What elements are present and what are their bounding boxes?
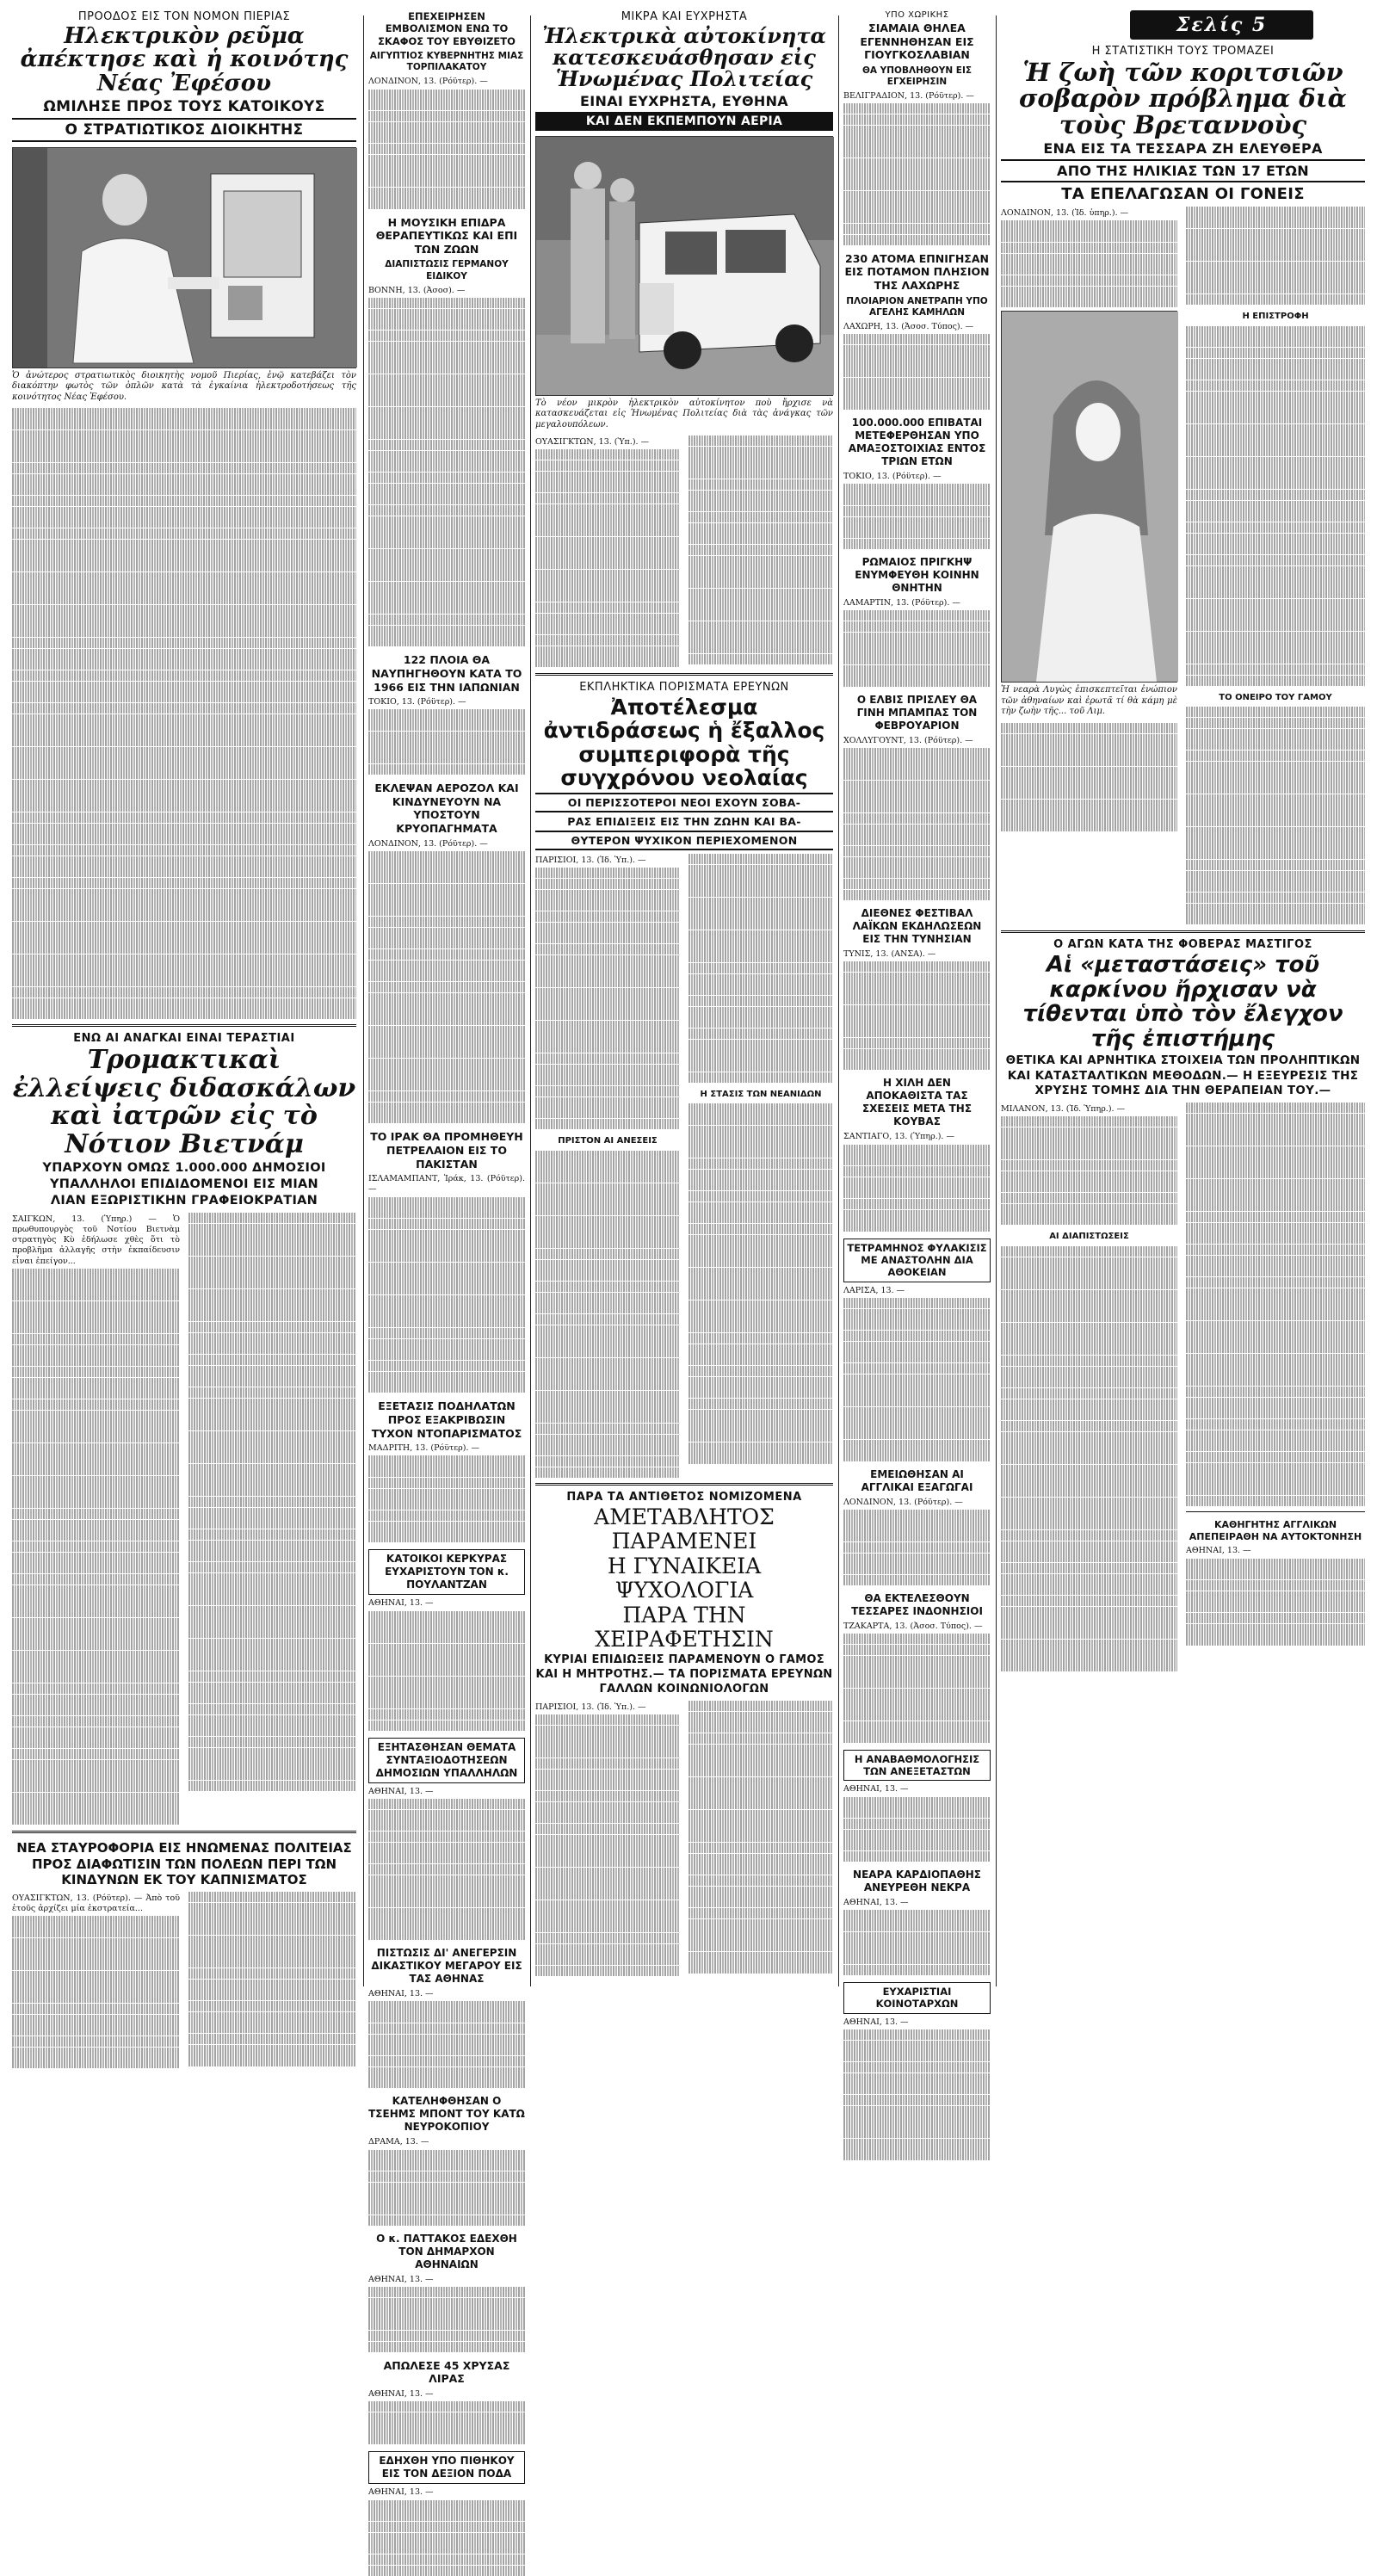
story-subheadline: ΟΙ ΠΕΡΙΣΣΟΤΕΡΟΙ ΝΕΟΙ ΕΧΟΥΝ ΣΟΒΑ-: [535, 793, 833, 812]
dateline: ΑΘΗΝΑΙ, 13. —: [368, 2388, 434, 2399]
article-body: [12, 408, 356, 1019]
article-column: [535, 436, 680, 668]
dateline: ΒΕΛΙΓΡΑΔΙΟΝ, 13. (Ρόϋτερ). —: [843, 91, 974, 102]
section-subhead: ΠΡΙΣΤΟΝ ΑΙ ΑΝΕΣΕΙΣ: [558, 1136, 658, 1146]
article-body: [535, 449, 680, 667]
story-headline: ΑΠΩΛΕΣΕ 45 ΧΡΥΣΑΣ ΛΙΡΑΣ: [383, 2358, 510, 2386]
story-headline: Η ΧΙΛΗ ΔΕΝ ΑΠΟΚΑΘΙΣΤΑ ΤΑΣ ΣΧΕΣΕΙΣ ΜΕΤΑ ΤΗΣ ΚΟΥΒΑΣ: [861, 1077, 973, 1128]
story-headline: ΕΠΕΧΕΙΡΗΣΕΝ ΕΜΒΟΛΙΣΜΟΝ ΕΝΩ ΤΟ ΣΚΑΦΟΣ ΤΟΥ ΕΒΥΘΙΖΕΤΟ: [378, 10, 516, 47]
article-body: [368, 1799, 525, 1940]
article-body: [1001, 723, 1177, 831]
car-photo-illustration: [536, 137, 834, 395]
story-kicker: ΜΙΚΡΑ ΚΑΙ ΕΥΧΡΗΣΤΑ: [621, 10, 748, 23]
dateline: ΑΘΗΝΑΙ, 13. —: [843, 1898, 909, 1908]
dateline: ΜΙΛΑΝΟΝ, 13. (Ἰδ. Ὑπηρ.). —: [1001, 1103, 1126, 1114]
story-headline: ΕΞΗΤΑΣΘΗΣΑΝ ΘΕΜΑΤΑ ΣΥΝΤΑΞΙΟΔΟΤΗΣΕΩΝ ΔΗΜΟΣΙΩΝ ΥΠΑΛΛΗΛΩΝ: [368, 1738, 525, 1783]
section-divider: [535, 1483, 833, 1486]
article-body: [843, 2029, 991, 2160]
article-body: [1186, 1559, 1365, 1646]
article-body: [12, 1916, 180, 2068]
story-kicker: ΥΠΟ ΧΩΡΙΚΗΣ: [885, 10, 949, 20]
newspaper-page: [12, 5, 1365, 2498]
section-subhead: ΑΙ ΔΙΑΠΙΣΤΩΣΕΙΣ: [1049, 1232, 1129, 1242]
story-subheadline: ΘΥΤΕΡΟΝ ΨΥΧΙΚΟΝ ΠΕΡΙΕΧΟΜΕΝΟΝ: [535, 831, 833, 850]
article-body: [368, 2287, 525, 2352]
story-headline: ΔΙΕΘΝΕΣ ΦΕΣΤΙΒΑΛ ΛΑΪΚΩΝ ΕΚΔΗΛΩΣΕΩΝ ΕΙΣ ΤΗΝ ΤΥΝΗΣΙΑΝ: [852, 906, 982, 945]
article-body: [1001, 1246, 1177, 1671]
dateline: ΑΘΗΝΑΙ, 13. —: [368, 1786, 434, 1796]
woman-photo-illustration: [1002, 312, 1178, 682]
story-headline: Ο κ. ΠΑΤΤΑΚΟΣ ΕΔΕΧΘΗ ΤΟΝ ΔΗΜΑΡΧΟΝ ΑΘΗΝΑΙΩΝ: [376, 2232, 517, 2270]
dateline: ΑΘΗΝΑΙ, 13. —: [843, 1784, 909, 1795]
story-headline: ΕΚΛΕΨΑΝ ΑΕΡΟΖΟΛ ΚΑΙ ΚΙΝΔΥΝΕΥΟΥΝ ΝΑ ΥΠΟΣΤΟΥΝ ΚΡΥΟΠΑΓΗΜΑΤΑ: [374, 781, 519, 835]
article-column: [1186, 1103, 1365, 1672]
story-kicker: ΕΝΩ ΑΙ ΑΝΑΓΚΑΙ ΕΙΝΑΙ ΤΕΡΑΣΤΙΑΙ: [73, 1032, 295, 1046]
article-body: [368, 1455, 525, 1542]
article-body: [1186, 707, 1365, 924]
story-headline: ΕΞΕΤΑΣΙΣ ΠΟΔΗΛΑΤΩΝ ΠΡΟΣ ΕΞΑΚΡΙΒΩΣΙΝ ΤΥΧΟΝ ΝΤΟΠΑΡΙΣΜΑΤΟΣ: [371, 1399, 522, 1440]
article-body: [843, 1510, 991, 1585]
story-headline: ΠΙΣΤΩΣΙΣ ΔΙ' ΑΝΕΓΕΡΣΙΝ ΔΙΚΑΣΤΙΚΟΥ ΜΕΓΑΡΟΥ ΕΙΣ ΤΑΣ ΑΘΗΝΑΣ: [371, 1947, 522, 1986]
story-subheadline: ΕΙΝΑΙ ΕΥΧΡΗΣΤΑ, ΕΥΘΗΝΑ: [580, 92, 788, 109]
story-headline: ΤΕΤΡΑΜΗΝΟΣ ΦΥΛΑΚΙΣΙΣ ΜΕ ΑΝΑΣΤΟΛΗΝ ΔΙΑ ΑΘΟΚΕΙΑΝ: [843, 1239, 991, 1282]
story-headline: ΕΜΕΙΩΘΗΣΑΝ ΑΙ ΑΓΓΛΙΚΑΙ ΕΞΑΓΩΓΑΙ: [861, 1467, 973, 1493]
story-headline: Η ΜΟΥΣΙΚΗ ΕΠΙΔΡΑ ΘΕΡΑΠΕΥΤΙΚΩΣ ΚΑΙ ΕΠΙ ΤΩΝ ΖΩΩΝ: [375, 215, 518, 256]
article-body: [843, 103, 991, 244]
story-headline: Τρομακτικαὶ ἐλλείψεις διδασκάλων καὶ ἰατρῶν εἰς τὸ Νότιον Βιετνάμ: [12, 1045, 356, 1159]
dateline: ΑΘΗΝΑΙ, 13. —: [368, 1598, 434, 1609]
section-divider: [535, 673, 833, 676]
column-1: [12, 5, 356, 1995]
story-headline: Η ΑΝΑΒΑΘΜΟΛΟΓΗΣΙΣ ΤΩΝ ΑΝΕΞΕΤΑΣΤΩΝ: [843, 1750, 991, 1782]
photo-illustration: [13, 148, 357, 368]
section-divider: [1001, 930, 1365, 933]
article-columns: [535, 1701, 833, 1977]
section-divider: [1186, 1511, 1365, 1512]
story-subheadline: ΑΙΓΥΠΤΙΟΣ ΚΥΒΕΡΝΗΤΗΣ ΜΙΑΣ ΤΟΡΠΙΛΑΚΑΤΟΥ: [369, 51, 524, 73]
story-headline: 230 ΑΤΟΜΑ ΕΠΝΙΓΗΣΑΝ ΕΙΣ ΠΟΤΑΜΟΝ ΠΛΗΣΙΟΝ ΤΗΣ ΛΑΧΩΡΗΣ: [844, 251, 990, 292]
section-divider: [12, 1024, 356, 1027]
article-body: [188, 1892, 356, 2066]
story-kicker: ΠΡΟΟΔΟΣ ΕΙΣ ΤΟΝ ΝΟΜΟΝ ΠΙΕΡΙΑΣ: [77, 10, 291, 23]
column-rule: [530, 15, 531, 1986]
article-body: [368, 2500, 525, 2576]
story-headline: Ἡ ζωὴ τῶν κοριτσιῶν σοβαρὸν πρόβλημα διὰ τοὺς Βρεταννοὺς: [1018, 58, 1347, 139]
story-kicker: ΠΑΡΑ ΤΑ ΑΝΤΙΘΕΤΟΣ ΝΟΜΙΖΟΜΕΝΑ: [566, 1491, 802, 1504]
story-headline: ΠΑΡΑ ΤΗΝ ΧΕΙΡΑΦΕΤΗΣΙΝ: [595, 1603, 774, 1652]
photo-caption: Ὁ ἀνώτερος στρατιωτικὸς διοικητὴς νομοῦ Πιερίας, ἐνῷ κατεβάζει τὸν διακόπτην φωτὸς τῶν ὁπλῶν κατὰ τὰ ἐγκαίνια ἠλεκτροδοτήσεως τῆς κοινότητος Νέας Ἐφέσου.: [12, 370, 356, 402]
story-kicker: Ο ΑΓΩΝ ΚΑΤΑ ΤΗΣ ΦΟΒΕΡΑΣ ΜΑΣΤΙΓΟΣ: [1053, 937, 1312, 951]
article-body: [843, 334, 991, 410]
story-subheadline: ΚΥΡΙΑΙ ΕΠΙΔΙΩΞΕΙΣ ΠΑΡΑΜΕΝΟΥΝ Ο ΓΑΜΟΣ ΚΑΙ Η ΜΗΤΡΟΤΗΣ.— ΤΑ ΠΟΡΙΣΜΑΤΑ ΕΡΕΥΝΩΝ ΓΑΛΛΩΝ ΚΟΙΝΩΝΙΟΛΟΓΩΝ: [535, 1653, 833, 1696]
article-body: [535, 1714, 680, 1976]
dateline: ΣΑΙΓΚΩΝ, 13. (Ὑπηρ.) — Ὁ πρωθυπουργὸς τοῦ Νοτίου Βιετνὰμ στρατηγὸς Κὺ ἐδήλωσε χθὲς ὅτι τὸ προβλῆμα ἀλλαγῆς στὴν ἐκπαίδευσιν εἶναι ἐπείγον...: [12, 1214, 180, 1266]
story-headline: ΕΥΧΑΡΙΣΤΙΑΙ ΚΟΙΝΟΤΑΡΧΩΝ: [843, 1982, 991, 2014]
photo-caption: Τὸ νέον μικρὸν ἠλεκτρικὸν αὐτοκίνητον ποὺ ἤρχισε νὰ κατασκευάζεται εἰς Ἡνωμένας Πολιτείας διὰ τὰς ἀνάγκας τῶν μεγαλουπόλεων.: [535, 398, 833, 429]
article-body: [188, 1213, 356, 1791]
story-headline: ΝΕΑ ΣΤΑΥΡΟΦΟΡΙΑ ΕΙΣ ΗΝΩΜΕΝΑΣ ΠΟΛΙΤΕΙΑΣ ΠΡΟΣ ΔΙΑΦΩΤΙΣΙΝ ΤΩΝ ΠΟΛΕΩΝ ΠΕΡΙ ΤΩΝ ΚΙΝΔΥΝΩΝ ΕΚ ΤΟΥ ΚΑΠΝΙΣΜΑΤΟΣ: [16, 1839, 352, 1888]
article-body: [12, 1269, 180, 1825]
dateline: ΠΑΡΙΣΙΟΙ, 13. (Ἰδ. Ὑπ.). —: [535, 1702, 646, 1712]
section-subhead: ΤΟ ΟΝΕΙΡΟ ΤΟΥ ΓΑΜΟΥ: [1219, 692, 1332, 702]
article-body: [368, 1197, 525, 1393]
news-photo: [535, 136, 833, 396]
column-5: [1001, 5, 1365, 1995]
article-body: [1001, 220, 1177, 307]
article-columns: [535, 436, 833, 668]
article-body: [1186, 207, 1365, 305]
story-subheadline: ΥΠΑΛΛΗΛΟΙ ΕΠΙΔΙΔΟΜΕΝΟΙ ΕΙΣ ΜΙΑΝ: [49, 1177, 318, 1191]
article-columns: [12, 1892, 356, 2069]
dateline: ΛΟΝΔΙΝΟΝ, 13. (Ρόϋτερ). —: [368, 77, 488, 87]
photo-caption: Ἡ νεαρὰ Λυγὼς ἐπισκεπτεῖται ἐνώπιον τῶν ἀθηναίων καὶ ἐρωτᾶ τί θὰ κάμη μὲ τὴν ζωὴν τῆς... τοῦ Λιμ.: [1001, 685, 1177, 717]
article-body: [368, 709, 525, 775]
article-body: [535, 868, 680, 1129]
article-body: [535, 1151, 680, 1478]
article-column: [1001, 207, 1177, 925]
section-subhead: Η ΕΠΙΣΤΡΟΦΗ: [1242, 312, 1309, 321]
dateline: ΒΟΝΝΗ, 13. (Ἀσοσ). —: [368, 285, 466, 295]
article-body: [688, 1701, 833, 1974]
article-body: [368, 2150, 525, 2226]
story-kicker: Η ΣΤΑΤΙΣΤΙΚΗ ΤΟΥΣ ΤΡΟΜΑΖΕΙ: [1091, 45, 1275, 58]
dateline: ΙΣΛΑΜΑΜΠΑΝΤ, Ἰράκ, 13. (Ρόϋτερ). —: [368, 1174, 525, 1195]
article-body: [1186, 326, 1365, 686]
article-body: [368, 2001, 525, 2088]
article-body: [368, 2401, 525, 2444]
story-headline: ΚΑΘΗΓΗΤΗΣ ΑΓΓΛΙΚΩΝ ΑΠΕΠΕΙΡΑΘΗ ΝΑ ΑΥΤΟΚΤΟΝΗΣΗ: [1189, 1518, 1362, 1542]
section-divider: [12, 1831, 356, 1833]
article-column: [535, 1701, 680, 1977]
article-columns: [1001, 1103, 1365, 1672]
dateline: ΣΑΝΤΙΑΓΟ, 13. (Ὑπηρ.). —: [843, 1132, 954, 1142]
dateline: ΤΥΝΙΣ, 13. (ΑΝΣΑ). —: [843, 948, 936, 959]
story-headline: Ο ΕΛΒΙΣ ΠΡΙΣΛΕΥ ΘΑ ΓΙΝΗ ΜΠΑΜΠΑΣ ΤΟΝ ΦΕΒΡΟΥΑΡΙΟΝ: [856, 693, 978, 732]
article-body: [1001, 1116, 1177, 1225]
page-label: Σελίς 5: [1130, 10, 1313, 40]
article-body: [843, 1298, 991, 1461]
story-headline: Η ΓΥΝΑΙΚΕΙΑ ΨΥΧΟΛΟΓΙΑ: [607, 1554, 762, 1603]
article-column: [188, 1892, 356, 2069]
story-subheadline: ΔΙΑΠΙΣΤΩΣΙΣ ΓΕΡΜΑΝΟΥ ΕΙΔΙΚΟΥ: [385, 259, 509, 281]
story-subheadline: ΡΑΣ ΕΠΙΔΙΞΕΙΣ ΕΙΣ ΤΗΝ ΖΩΗΝ ΚΑΙ ΒΑ-: [567, 814, 801, 828]
story-headline: ΣΙΑΜΑΙΑ ΘΗΛΕΑ ΕΓΕΝΝΗΘΗΣΑΝ ΕΙΣ ΓΙΟΥΓΚΟΣΛΑΒΙΑΝ: [860, 22, 974, 62]
story-headline: ΚΑΤΕΛΗΦΘΗΣΑΝ Ο ΤΣΕΗΜΣ ΜΠΟΝΤ ΤΟΥ ΚΑΤΩ ΝΕΥΡΟΚΟΠΙΟΥ: [368, 2095, 525, 2134]
dateline: ΠΑΡΙΣΙΟΙ, 13. (Ἰδ. Ὑπ.). —: [535, 855, 646, 865]
article-body: [368, 90, 525, 209]
dateline: ΤΖΑΚΑΡΤΑ, 13. (Ἀσοσ. Τύπος). —: [843, 1622, 983, 1632]
column-4: [843, 5, 991, 2027]
dateline: ΛΟΝΔΙΝΟΝ, 13. (Ρόϋτερ). —: [368, 838, 488, 849]
story-headline: ΡΩΜΑΙΟΣ ΠΡΙΓΚΗΨ ΕΝΥΜΦΕΥΘΗ ΚΟΙΝΗΝ ΘΝΗΤΗΝ: [855, 556, 979, 595]
dateline: ΛΑΜΑΡΤΙΝ, 13. (Ρόϋτερ). —: [843, 598, 960, 608]
story-subheadline: ΥΠΑΡΧΟΥΝ ΟΜΩΣ 1.000.000 ΔΗΜΟΣΙΟΙ: [42, 1160, 326, 1175]
dateline: ΔΡΑΜΑ, 13. —: [368, 2137, 429, 2147]
section-subhead: Η ΣΤΑΣΙΣ ΤΩΝ ΝΕΑΝΙΔΩΝ: [700, 1089, 822, 1099]
story-kicker: ΕΚΠΛΗΚΤΙΚΑ ΠΟΡΙΣΜΑΤΑ ΕΡΕΥΝΩΝ: [579, 680, 789, 694]
column-rule: [838, 15, 839, 1986]
article-column: [1186, 207, 1365, 925]
article-column: [188, 1213, 356, 1825]
article-column: [535, 854, 680, 1478]
article-body: [1186, 1103, 1365, 1506]
dateline: ΛΑΡΙΣΑ, 13. —: [843, 1285, 905, 1295]
dateline: ΧΟΛΛΥΓΟΥΝΤ, 13. (Ρόϋτερ). —: [843, 735, 973, 745]
article-body: [843, 961, 991, 1070]
article-body: [843, 748, 991, 900]
story-subheadline: ΘΑ ΥΠΟΒΛΗΘΟΥΝ ΕΙΣ ΕΓΧΕΙΡΗΣΙΝ: [861, 65, 973, 87]
story-headline: Ἀποτέλεσμα ἀντιδράσεως ἡ ἔξαλλος συμπεριφορὰ τῆς συγχρόνου νεολαίας: [543, 694, 825, 791]
article-body: [843, 1910, 991, 1975]
dateline: ΛΑΧΩΡΗ, 13. (Ἀσοσ. Τύπος). —: [843, 321, 974, 331]
story-subheadline: ΘΕΤΙΚΑ ΚΑΙ ΑΡΝΗΤΙΚΑ ΣΤΟΙΧΕΙΑ ΤΩΝ ΠΡΟΛΗΠΤΙΚΩΝ ΚΑΙ ΚΑΤΑΣΤΑΛΤΙΚΩΝ ΜΕΘΟΔΩΝ.— Η ΕΞΕΥΡΕΣΙΣ ΤΗΣ ΧΡΥΣΗΣ ΤΟΜΗΣ ΔΙΑ ΤΗΝ ΘΕΡΑΠΕΙΑΝ ΤΟΥ.—: [1005, 1053, 1361, 1098]
story-headline: ΚΑΤΟΙΚΟΙ ΚΕΡΚΥΡΑΣ ΕΥΧΑΡΙΣΤΟΥΝ ΤΟΝ κ. ΠΟΥΛΑΝΤΖΑΝ: [368, 1549, 525, 1595]
article-columns: [535, 854, 833, 1478]
story-headline: ΝΕΑΡΑ ΚΑΡΔΙΟΠΑΘΗΣ ΑΝΕΥΡΕΘΗ ΝΕΚΡΑ: [853, 1869, 981, 1894]
article-column: [688, 436, 833, 668]
story-headline: 100.000.000 ΕΠΙΒΑΤΑΙ ΜΕΤΕΦΕΡΘΗΣΑΝ ΥΠΟ ΑΜΑΞΟΣΤΟΙΧΙΑΣ ΕΝΤΟΣ ΤΡΙΩΝ ΕΤΩΝ: [848, 417, 986, 468]
article-column: [12, 1892, 180, 2069]
article-columns: [1001, 207, 1365, 925]
story-subheadline: ΩΜΙΛΗΣΕ ΠΡΟΣ ΤΟΥΣ ΚΑΤΟΙΚΟΥΣ: [43, 97, 325, 115]
dateline: ΑΘΗΝΑΙ, 13. —: [1186, 1546, 1251, 1556]
article-body: [368, 851, 525, 1124]
article-body: [368, 1611, 525, 1731]
dateline: ΟΥΑΣΙΓΚΤΩΝ, 13. (Ρόϋτερ). — Ἀπὸ τοῦ ἐτοῦς ἀρχίζει μία ἐκστρατεία...: [12, 1893, 180, 1914]
article-column: [12, 1213, 180, 1825]
article-body: [843, 1797, 991, 1863]
news-photo: [1001, 311, 1177, 683]
story-headline: Ηλεκτρικὸν ρεῦμα ἀπέκτησε καὶ ἡ κοινότης Νέας Ἐφέσου: [20, 23, 349, 96]
story-headline: ΕΔΗΧΘΗ ΥΠΟ ΠΙΘΗΚΟΥ ΕΙΣ ΤΟΝ ΔΕΞΙΟΝ ΠΟΔΑ: [368, 2451, 525, 2484]
article-column: [1001, 1103, 1177, 1672]
column-2: [368, 5, 525, 2498]
article-body: [843, 610, 991, 686]
article-body: [843, 484, 991, 549]
dateline: ΤΟΚΙΟ, 13. (Ρόϋτερ). —: [368, 697, 466, 707]
story-headline: Αἱ «μεταστάσεις» τοῦ καρκίνου ἤρχισαν νὰ τίθενται ὑπὸ τὸν ἔλεγχον τῆς ἐπιστήμης: [1022, 951, 1343, 1052]
column-rule: [363, 15, 364, 1986]
story-subheadline: ΛΙΑΝ ΕΞΩΡΙΣΤΙΚΗΝ ΓΡΑΦΕΙΟΚΡΑΤΙΑΝ: [50, 1193, 318, 1208]
story-headline: 122 ΠΛΟΙΑ ΘΑ ΝΑΥΠΗΓΗΘΟΥΝ ΚΑΤΑ ΤΟ 1966 ΕΙΣ ΤΗΝ ΙΑΠΩΝΙΑΝ: [371, 653, 522, 694]
dateline: ΑΘΗΝΑΙ, 13. —: [368, 2274, 434, 2284]
article-columns: [12, 1213, 356, 1825]
article-body: [843, 1145, 991, 1232]
story-subheadline: ΚΑΙ ΔΕΝ ΕΚΠΕΜΠΟΥΝ ΑΕΡΙΑ: [535, 112, 833, 131]
article-body: [368, 298, 525, 647]
dateline: ΑΘΗΝΑΙ, 13. —: [368, 1989, 434, 1999]
article-body: [843, 1634, 991, 1742]
article-column: [688, 1701, 833, 1977]
column-3: [535, 5, 833, 1995]
story-subheadline: ΤΑ ΕΠΕΛΑΓΩΣΑΝ ΟΙ ΓΟΝΕΙΣ: [1061, 185, 1305, 204]
article-column: [688, 854, 833, 1478]
news-photo: [12, 147, 356, 368]
dateline: ΑΘΗΝΑΙ, 13. —: [843, 2017, 909, 2027]
story-subheadline: ΕΝΑ ΕΙΣ ΤΑ ΤΕΣΣΑΡΑ ΖΗ ΕΛΕΥΘΕΡΑ: [1043, 140, 1323, 158]
story-headline: Ἠλεκτρικὰ αὐτοκίνητα κατεσκευάσθησαν εἰς Ἡνωμένας Πολιτείας: [542, 23, 826, 92]
column-rule: [996, 15, 997, 1986]
dateline: ΤΟΚΙΟ, 13. (Ρόϋτερ). —: [843, 472, 942, 482]
story-headline: ΘΑ ΕΚΤΕΛΕΣΘΟΥΝ ΤΕΣΣΑΡΕΣ ΙΝΔΟΝΗΣΙΟΙ: [851, 1592, 983, 1618]
dateline: ΜΑΔΡΙΤΗ, 13. (Ρόϋτερ). —: [368, 1443, 479, 1454]
article-body: [688, 854, 833, 1083]
dateline: ΑΘΗΝΑΙ, 13. —: [368, 2487, 434, 2498]
story-subheadline: ΠΛΟΙΑΡΙΟΝ ΑΝΕΤΡΑΠΗ ΥΠΟ ΑΓΕΛΗΣ ΚΑΜΗΛΩΝ: [846, 295, 988, 318]
story-headline: ΤΟ ΙΡΑΚ ΘΑ ΠΡΟΜΗΘΕΥΗ ΠΕΤΡΕΛΑΙΟΝ ΕΙΣ ΤΟ ΠΑΚΙΣΤΑΝ: [370, 1130, 523, 1171]
dateline: ΛΟΝΔΙΝΟΝ, 13. (Ρόϋτερ). —: [843, 1497, 963, 1507]
story-subheadline: Ο ΣΤΡΑΤΙΩΤΙΚΟΣ ΔΙΟΙΚΗΤΗΣ: [12, 118, 356, 142]
dateline: ΛΟΝΔΙΝΟΝ, 13. (Ἰδ. ὑπηρ.). —: [1001, 208, 1129, 219]
article-body: [688, 1103, 833, 1463]
story-headline: ΑΜΕΤΑΒΛΗΤΟΣ ΠΑΡΑΜΕΝΕΙ: [594, 1504, 775, 1554]
article-body: [688, 436, 833, 664]
dateline: ΟΥΑΣΙΓΚΤΩΝ, 13. (Ὑπ.). —: [535, 437, 650, 448]
story-subheadline: ΑΠΟ ΤΗΣ ΗΛΙΚΙΑΣ ΤΩΝ 17 ΕΤΩΝ: [1001, 159, 1365, 182]
